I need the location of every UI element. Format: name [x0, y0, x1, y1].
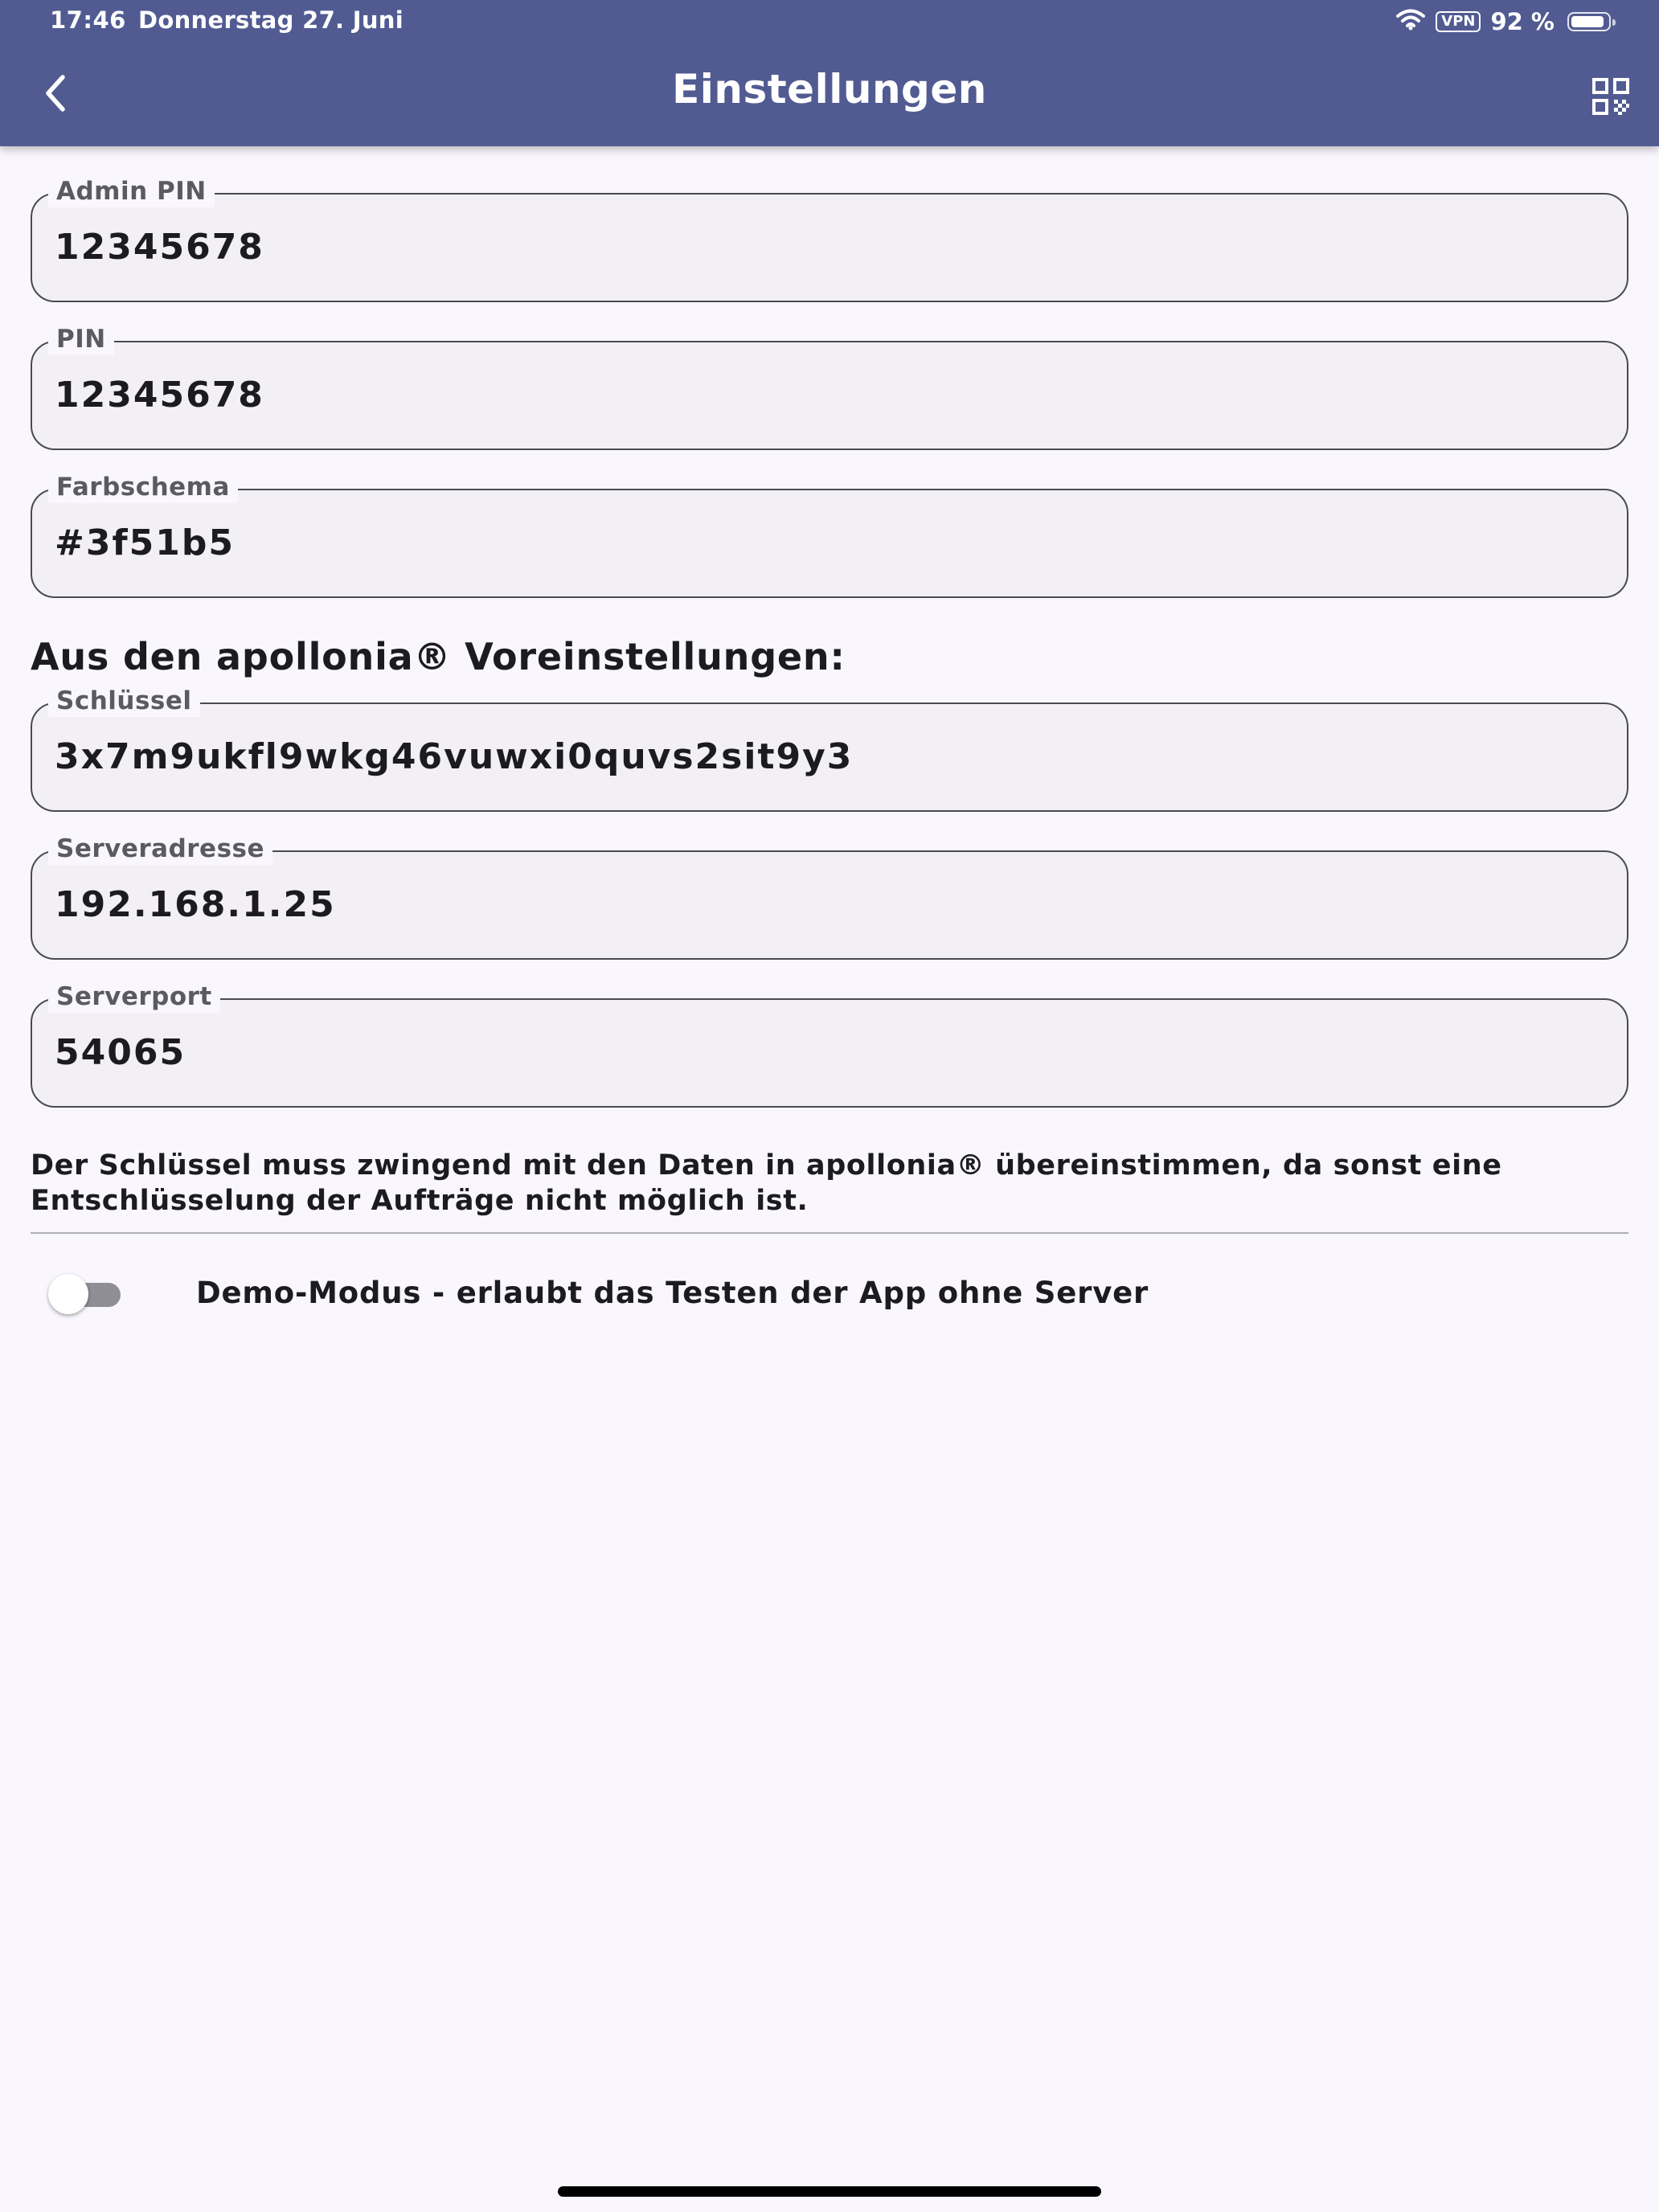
battery-tip — [1612, 19, 1616, 26]
toggle-thumb — [48, 1274, 88, 1314]
color-scheme-value[interactable]: #3f51b5 — [55, 522, 235, 563]
server-port-label: Serverport — [48, 981, 220, 1013]
color-scheme-label: Farbschema — [48, 471, 238, 503]
server-address-label: Serveradresse — [48, 833, 272, 865]
demo-mode-row — [48, 1270, 1149, 1315]
key-field[interactable] — [31, 686, 1628, 812]
home-indicator[interactable] — [558, 2186, 1101, 2197]
pin-value[interactable]: 12345678 — [55, 375, 264, 416]
server-port-field[interactable] — [31, 982, 1628, 1108]
status-indicators — [1395, 5, 1611, 39]
battery-icon — [1567, 12, 1611, 31]
demo-mode-label: Demo-Modus - erlaubt das Testen der App ohne Server — [196, 1275, 1149, 1310]
battery-percentage: 92 % — [1490, 8, 1555, 35]
defaults-section-heading: Aus den apollonia® Voreinstellungen: — [31, 635, 846, 678]
page-title: Einstellungen — [672, 66, 987, 113]
key-value[interactable]: 3x7m9ukfl9wkg46vuwxi0quvs2sit9y3 — [55, 736, 854, 777]
admin-pin-value[interactable]: 12345678 — [55, 227, 264, 268]
battery-fill — [1571, 16, 1604, 27]
demo-mode-toggle[interactable] — [48, 1270, 122, 1315]
qr-scan-button[interactable] — [1591, 77, 1630, 116]
qr-code-icon — [1591, 77, 1630, 116]
admin-pin-label: Admin PIN — [48, 175, 215, 207]
vpn-badge: VPN — [1436, 11, 1481, 32]
divider — [31, 1232, 1628, 1234]
key-label: Schlüssel — [48, 685, 200, 717]
server-address-value[interactable]: 192.168.1.25 — [55, 884, 336, 925]
server-port-value[interactable]: 54065 — [55, 1032, 186, 1073]
color-scheme-field[interactable] — [31, 473, 1628, 598]
admin-pin-field[interactable] — [31, 177, 1628, 302]
key-info-text: Der Schlüssel muss zwingend mit den Daten in apollonia® übereinstimmen, da sonst eine Entschlüsselung der Aufträge nicht möglich ist. — [31, 1149, 1502, 1217]
server-address-field[interactable] — [31, 834, 1628, 960]
app-header — [0, 0, 1659, 146]
wifi-icon — [1395, 8, 1426, 36]
pin-field[interactable] — [31, 325, 1628, 450]
status-time: 17:46 — [50, 6, 126, 34]
status-date: Donnerstag 27. Juni — [138, 6, 403, 34]
pin-label: PIN — [48, 323, 114, 355]
